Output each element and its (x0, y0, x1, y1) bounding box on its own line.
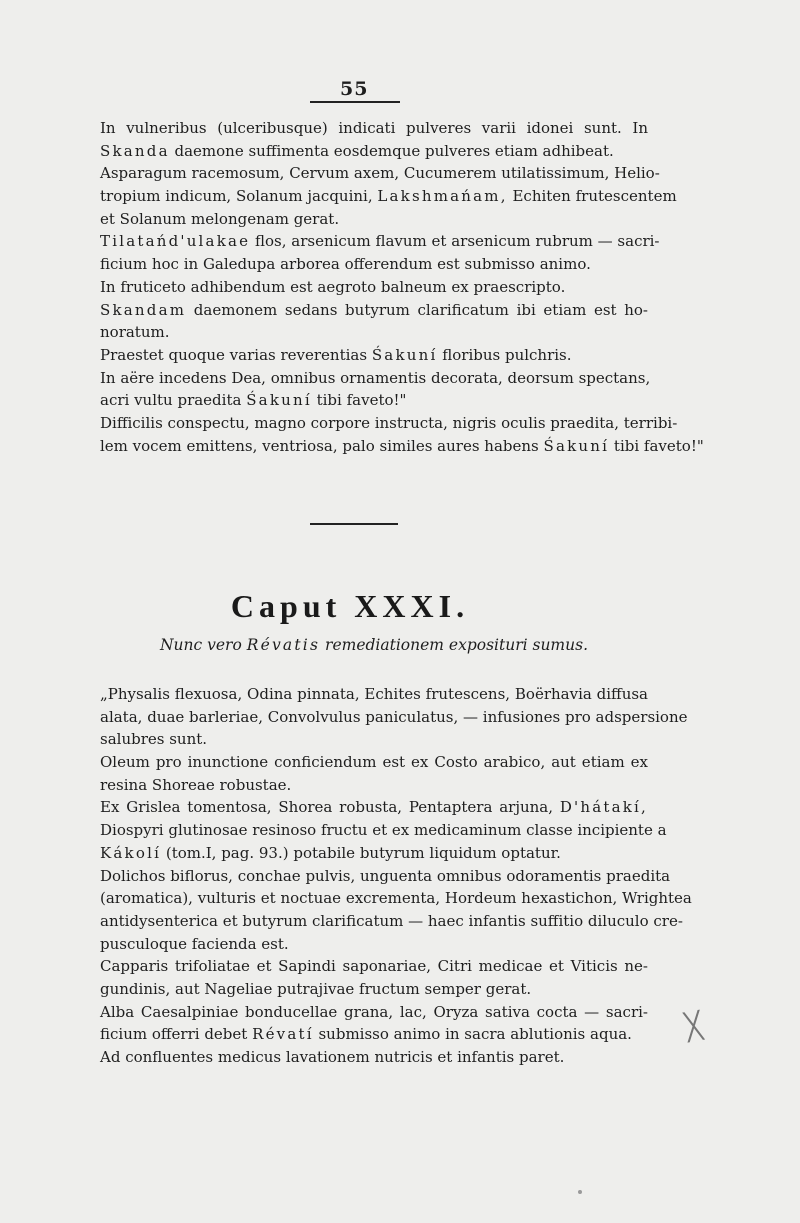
spaced-name: Śakuní (543, 436, 610, 455)
text-line: „Physalis flexuosa, Odina pinnata, Echites frutescens, Boërhavia diffusa (100, 685, 648, 703)
text-run: Echiten frutescentem (507, 187, 677, 206)
text-run: acri vultu praedita (100, 391, 247, 410)
text-line (100, 389, 648, 412)
paragraph (100, 344, 648, 367)
text-line: (aromatica), vulturis et noctuae excrementa, Hordeum hexastichon, Wrightea (100, 889, 692, 908)
paragraph (100, 865, 692, 956)
text-run: tropium indicum, Solanum jacquini, (100, 187, 378, 206)
paragraph (100, 117, 648, 162)
text-run: daemone suffimenta eosdemque pulveres etiam adhibeat. (169, 141, 614, 160)
text-line (100, 140, 648, 163)
pencil-mark: ╳ (683, 1010, 705, 1044)
section-separator (310, 523, 398, 525)
text-run: (tom.I, pag. 93.) potabile butyrum liquidum optatur. (161, 843, 561, 862)
text-line: In vulneribus (ulceribusque) indicati pulveres varii idonei sunt. In (100, 119, 648, 137)
text-run: tibi faveto!" (609, 436, 704, 455)
spaced-name: D'hátakí, (559, 798, 648, 817)
text-line (100, 230, 660, 253)
paragraph (100, 276, 648, 299)
text-run: Ex Grislea tomentosa, Shorea robusta, Pentaptera arjuna, (100, 798, 560, 817)
paragraph (100, 412, 704, 457)
text-line: Dolichos biflorus, conchae pulvis, unguenta omnibus odoramentis praedita (100, 866, 671, 885)
top-text-block (100, 117, 704, 457)
text-line: In fruticeto adhibendum est aegroto balneum ex praescripto. (100, 277, 566, 296)
text-line (100, 842, 648, 865)
text-line (100, 299, 648, 322)
text-run: Alba Caesalpiniae bonducellae grana, lac, Oryza sativa cocta — sacri- (100, 1002, 648, 1021)
text-line: noratum. (100, 323, 170, 342)
spaced-name: Révatis (246, 636, 321, 654)
paragraph (100, 367, 651, 412)
text-line: Difficilis conspectu, magno corpore instructa, nigris oculis praedita, terribi- (100, 413, 678, 432)
text-line: Capparis trifoliatae et Sapindi saponariae, Citri medicae et Viticis ne- (100, 957, 648, 976)
text-line (100, 1001, 648, 1024)
text-line (100, 344, 648, 367)
bottom-text-block (100, 683, 692, 1069)
paragraph (100, 230, 660, 275)
text-line (100, 796, 648, 819)
paragraph (100, 162, 677, 230)
paragraph (100, 796, 667, 864)
paragraph (100, 299, 648, 344)
text-line: gundinis, aut Nageliae putrajivae fructum semper gerat. (100, 979, 532, 998)
text-run: Praestet quoque varias reverentias (100, 345, 372, 364)
text-run: flos, arsenicum flavum et arsenicum rubrum — sacri- (250, 232, 660, 251)
paragraph (100, 751, 648, 796)
spaced-name: Kákolí (100, 843, 162, 862)
text-run: floribus pulchris. (437, 345, 572, 364)
spaced-name: Śakuní (246, 391, 312, 410)
text-line: ficium hoc in Galedupa arborea offerendum est submisso animo. (100, 255, 591, 274)
spaced-name: Tilatańd'ulakae (100, 232, 251, 251)
text-line: salubres sunt. (100, 730, 208, 749)
spaced-name: Skandam (100, 300, 187, 319)
paragraph (100, 955, 648, 1000)
paragraph (100, 1046, 648, 1069)
chapter-title: Caput XXXI. (230, 588, 470, 624)
text-line: Asparagum racemosum, Cervum axem, Cucumerem utilatissimum, Helio- (100, 164, 660, 183)
text-line (100, 1023, 648, 1046)
speck (578, 1190, 582, 1194)
paragraph (100, 683, 688, 751)
chapter-subtitle: Nunc vero Révatis remediationem exposituri sumus. (159, 636, 588, 654)
text-line (100, 435, 704, 458)
text-line: In aëre incedens Dea, omnibus ornamentis decorata, deorsum spectans, (100, 368, 651, 387)
text-run: daemonem sedans butyrum clarificatum ibi etiam est ho- (186, 300, 648, 319)
text-line (100, 185, 677, 208)
paragraph (100, 1001, 648, 1046)
text-line: antidysenterica et butyrum clarificatum — haec infantis suffitio diluculo cre- (100, 911, 683, 930)
text-run: lem vocem emittens, ventriosa, palo similes aures habens (100, 436, 544, 455)
spaced-name: Skanda (100, 141, 170, 160)
text-line: Oleum pro inunctione conficiendum est ex Costo arabico, aut etiam ex (100, 753, 648, 772)
spaced-name: Śakuní (371, 345, 438, 364)
text-run: submisso animo in sacra ablutionis aqua. (313, 1025, 632, 1044)
spaced-name: Lakshmańam, (377, 187, 508, 206)
text-line: pusculoque facienda est. (100, 934, 289, 953)
text-line: alata, duae barleriae, Convolvulus paniculatus, — infusiones pro adspersione (100, 707, 688, 726)
text-line: resina Shoreae robustae. (100, 775, 292, 794)
page-number: 55 (340, 78, 369, 100)
spaced-name: Révatí (252, 1025, 314, 1044)
text-run: ficium offerri debet (100, 1025, 253, 1044)
text-line: Diospyri glutinosae resinoso fructu et ex medicaminum classe incipiente a (100, 821, 667, 840)
text-line: et Solanum melongenam gerat. (100, 209, 340, 228)
text-run: tibi faveto!" (311, 391, 407, 410)
text-line: Ad confluentes medicus lavationem nutricis et infantis paret. (100, 1048, 565, 1066)
page-number-rule (310, 101, 400, 103)
